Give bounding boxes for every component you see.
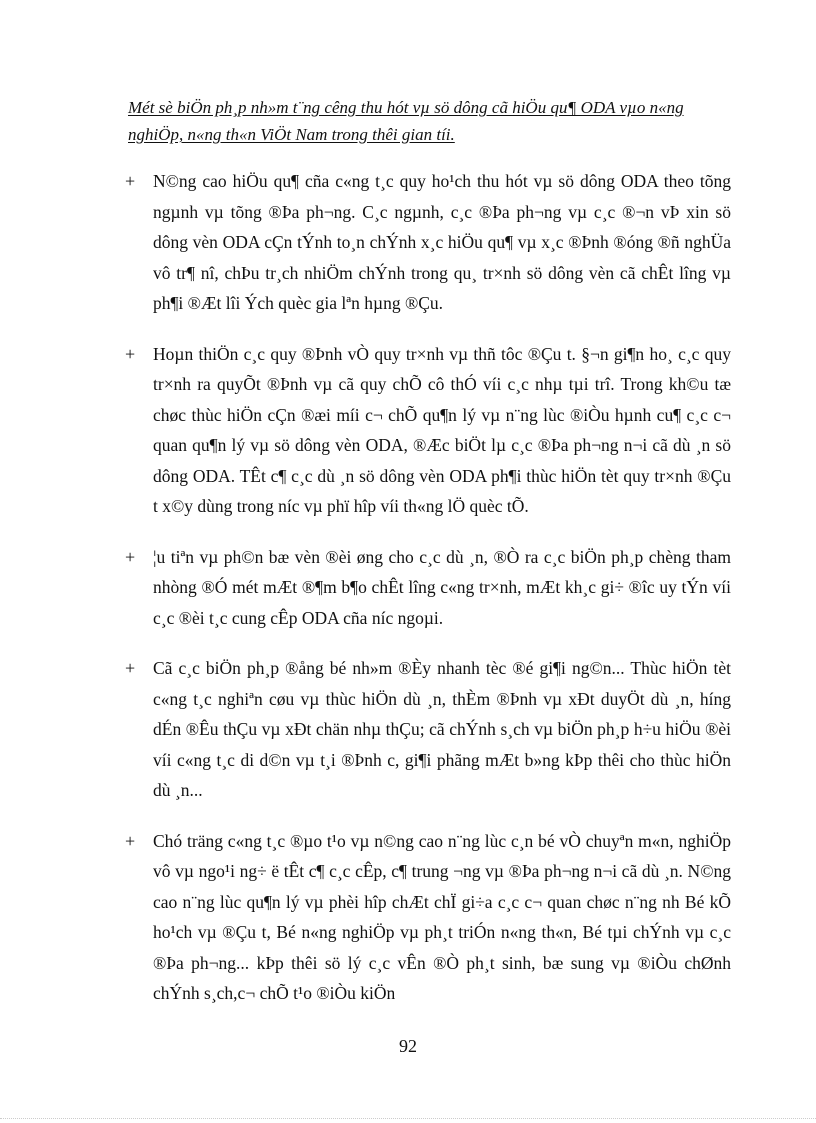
plus-bullet-icon: + [125,830,136,851]
section-heading: Mét sè biÖn ph¸p nh»m t¨ng cêng thu hót vµ sö dông cã hiÖu qu¶ ODA vµo n«ng nghiÖp, n«ng th«n ViÖt Nam trong thêi gian tíi. [128,98,684,144]
bullet-item [0,339,816,522]
bullet-text: N©ng cao hiÖu qu¶ cña c«ng t¸c quy ho¹ch thu hót vµ sö dông ODA theo tõng ngµnh vµ tõng ®Þa ph¬ng. C¸c ngµnh, c¸c ®Þa ph¬ng vµ c¸c ®¬n vÞ xin sö dông vèn ODA cÇn tÝnh to¸n chÝnh x¸c hiÖu qu¶ vµ x¸c ®Þnh ®óng ®ñ nghÜa vô tr¶ nî, chÞu tr¸ch nhiÖm chÝnh trong qu¸ tr×nh sö dông vèn cã chÊt lîng vµ ph¶i ®Æt lîi Ých quèc gia lªn hµng ®Çu. [153,171,731,313]
plus-bullet-icon: + [125,343,136,364]
bullet-item [0,542,816,634]
bullet-text: Cã c¸c biÖn ph¸p ®ång bé nh»m ®Èy nhanh tèc ®é gi¶i ng©n... Thùc hiÖn tèt c«ng t¸c nghiªn cøu vµ thùc hiÖn dù ¸n, thÈm ®Þnh vµ xÐt duyÖt dù ¸n, híng dÉn ®Êu thÇu vµ xÐt chän nhµ thÇu; cã chÝnh s¸ch vµ biÖn ph¸p h÷u hiÖu ®èi víi c«ng t¸c di d©n vµ t¸i ®Þnh c, gi¶i phãng mÆt b»ng kÞp thêi cho thùc hiÖn dù ¸n... [153,658,731,800]
plus-bullet-icon: + [125,171,136,191]
bullet-item [0,166,816,319]
page-number: 92 [399,1036,417,1056]
bullet-item [0,826,816,1009]
plus-bullet-icon: + [125,546,136,567]
bullet-text: Hoµn thiÖn c¸c quy ®Þnh vÒ quy tr×nh vµ thñ tôc ®Çu t. §¬n gi¶n ho¸ c¸c quy tr×nh ra quyÕt ®Þnh vµ cã quy chÕ cô thÓ víi c¸c nhµ tµi trî. Trong kh©u tæ chøc thùc hiÖn cÇn ®æi míi c¬ chÕ qu¶n lý vµ n¨ng lùc ®iÒu hµnh cu¶ c¸c c¬ quan qu¶n lý vµ sö dông vèn ODA, ®Æc biÖt lµ c¸c ®Þa ph¬ng n¬i cã dù ¸n sö dông ODA. TÊt c¶ c¸c dù ¸n sö dông vèn ODA ph¶i thùc hiÖn tèt quy tr×nh ®Çu t x©y dùng trong níc vµ phï hîp víi th«ng lÖ quèc tÕ. [153,343,731,516]
bullet-text: ¦u tiªn vµ ph©n bæ vèn ®èi øng cho c¸c dù ¸n, ®Ò ra c¸c biÖn ph¸p chèng tham nhòng ®Ó mét mÆt ®¶m b¶o chÊt lîng c«ng tr×nh, mÆt kh¸c gi÷ ®îc uy tÝn víi c¸c ®èi t¸c cung cÊp ODA cña níc ngoµi. [153,546,731,628]
bullet-item [0,653,816,806]
plus-bullet-icon: + [125,658,136,678]
bullet-list [0,166,816,1029]
page-bottom-divider [0,1118,816,1119]
bullet-text: Chó träng c«ng t¸c ®µo t¹o vµ n©ng cao n¨ng lùc c¸n bé vÒ chuyªn m«n, nghiÖp vô vµ ngo¹i ng÷ ë tÊt c¶ c¸c cÊp, c¶ trung ¬ng vµ ®Þa ph¬ng n¬i cã dù ¸n. N©ng cao n¨ng lùc qu¶n lý vµ phèi hîp chÆt chÏ gi÷a c¸c c¬ quan chøc n¨ng nh Bé kÕ ho¹ch vµ ®Çu t, Bé n«ng nghiÖp vµ ph¸t triÓn n«ng th«n, Bé tµi chÝnh vµ c¸c ®Þa ph¬ng... kÞp thêi sö lý c¸c vÊn ®Ò ph¸t sinh, bæ sung vµ ®iÒu chØnh chÝnh s¸ch,c¬ chÕ t¹o ®iÒu kiÖn [153,830,731,1003]
